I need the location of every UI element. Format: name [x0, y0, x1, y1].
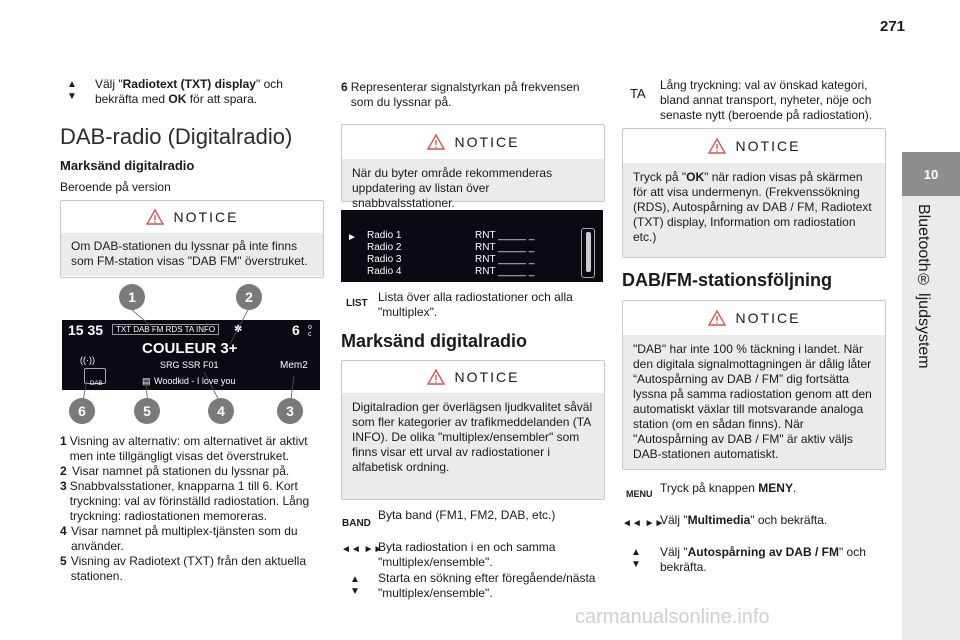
multiplex-name: SRG SSR F01 [160, 360, 219, 370]
station-value: RNT _____ _ [475, 242, 535, 253]
menu-description: Tryck på knappen MENY. [660, 481, 797, 495]
chapter-title-text: Bluetooth® ljudsystem [915, 204, 932, 369]
up-down-arrows-icon: ▲ ▼ [67, 79, 77, 102]
ta-text: Lång tryckning: val av önskad kategori, bland annat transport, nyheter, nöje och senaste nytt (beroende på radiostation). [660, 78, 873, 122]
signal-icon: ((·)) [80, 355, 95, 365]
list-item: 4 Visar namnet på multiplex-tjänsten som du använder. [60, 524, 298, 553]
notice-title: NOTICE [735, 138, 801, 154]
status-flags: TXT DAB FM RDS TA INFO [112, 324, 219, 335]
ta-description [660, 78, 886, 123]
callout-badge: 5 [134, 398, 160, 424]
autotracking-description: Välj "Autospårning av DAB / FM" och bekräfta. [660, 545, 866, 574]
station-list-display [341, 210, 603, 282]
version-note: Beroende på version [60, 180, 171, 194]
memory-slot: Mem2 [280, 360, 308, 371]
callout-lines [62, 296, 320, 408]
notice-title: NOTICE [173, 209, 239, 225]
warning-icon [708, 138, 726, 154]
list-item: 1 Visning av alternativ: om alternativet är aktivt men inte tillgängligt visas det överstruket. [60, 434, 308, 463]
notice-box-3 [341, 360, 605, 500]
ud-description: Starta en sökning efter föregående/nästa "multiplex/ensemble". [378, 571, 596, 600]
notice-text: Tryck på "OK" när radion visas på skärmen för att visa undermenyn. (Frekvenssökning (RDS), Autospårning av DAB / FM, Radiotext (TXT) display, Information om radiostation etc.) [623, 163, 885, 257]
section-heading-stationsfoljning: DAB/FM-stationsföljning [622, 270, 832, 290]
station-row: Radio 2 [367, 242, 402, 253]
ta-button-icon: TA [630, 86, 646, 101]
list-description: Lista över alla radiostationer och alla "multiplex". [378, 290, 573, 319]
warning-icon [427, 134, 445, 150]
warning-icon [708, 310, 726, 326]
callout-badge: 3 [277, 398, 303, 424]
list-item: 3 Snabbvalsstationer, knapparna 1 till 6. Kort tryckning: val av förinställd radiostation. Lång tryckning: radiostationen memoreras. [60, 479, 310, 523]
notice-box-4 [622, 128, 886, 258]
notice-box-5 [622, 300, 886, 470]
bluetooth-icon: ✱ [234, 324, 243, 335]
station-name: COULEUR 3+ [142, 340, 238, 357]
notice-title: NOTICE [454, 369, 520, 385]
callout-badge: 6 [69, 398, 95, 424]
notice-box-2 [341, 124, 605, 210]
callout-badge: 2 [236, 284, 262, 310]
list-button-icon: LIST [346, 298, 368, 309]
warning-icon [146, 209, 164, 225]
warning-icon [427, 369, 445, 385]
band-description: Byta band (FM1, FM2, DAB, etc.) [378, 508, 556, 522]
section-heading-dab: DAB-radio (Digitalradio) [60, 124, 293, 149]
station-list-names [367, 230, 401, 278]
list-item: 5 Visning av Radiotext (TXT) från den aktuella stationen. [60, 554, 307, 583]
watermark: carmanualsonline.info [575, 606, 770, 628]
station-row: Radio 3 [367, 254, 402, 265]
notice-title: NOTICE [454, 134, 520, 150]
lr-description: Byta radiostation i en och samma "multiplex/ensemble". [378, 540, 556, 569]
preset-number: 6 [292, 322, 300, 338]
clock: 15 35 [68, 322, 104, 338]
callout-list [60, 434, 322, 584]
multimedia-description: Välj "Multimedia" och bekräfta. [660, 513, 828, 527]
up-down-arrows-icon: ▲ ▼ [350, 574, 360, 597]
section-heading-marksand: Marksänd digitalradio [341, 331, 528, 351]
radiotext-icon: ▤ [142, 376, 151, 386]
station-value: RNT _____ _ [475, 230, 535, 241]
notice-text: Digitalradion ger överlägsen ljudkvalitet såväl som fler kategorier av trafikmeddelanden (TA INFO). De olika "multiplex/ensembler" som finns visar ett urval av radiostationer i alfabetisk ordning. [342, 393, 604, 499]
station-row: Radio 4 [367, 266, 402, 277]
intro-select-text: Välj "Radiotext (TXT) display" och bekräfta med OK för att spara. [95, 77, 283, 106]
callout-badge: 4 [208, 398, 234, 424]
subheading-marksand: Marksänd digitalradio [60, 158, 195, 173]
radiotext: Woodkid - I love you [154, 376, 236, 386]
callout-badge: 1 [119, 284, 145, 310]
band-button-icon: BAND [342, 518, 371, 529]
station-list-values [475, 230, 534, 278]
chapter-title [902, 196, 960, 396]
notice-text: När du byter område rekommenderas uppdatering av listan över snabbvalsstationer. [342, 159, 604, 201]
page-number: 271 [880, 18, 906, 35]
dab-label: DAB [90, 381, 103, 387]
left-right-arrows-icon: ◄◄ ►► [622, 518, 665, 529]
list-scrollbar[interactable] [581, 228, 595, 278]
list-item: 2 Visar namnet på stationen du lyssnar på. [60, 464, 290, 478]
station-row: Radio 1 [367, 230, 402, 241]
chapter-tab[interactable]: 10 [902, 152, 960, 196]
station-value: RNT _____ _ [475, 266, 535, 277]
item-6: 6 Representerar signalstyrkan på frekvensen som du lyssnar på. [341, 80, 580, 109]
play-arrow-icon: ► [347, 232, 357, 243]
station-value: RNT _____ _ [475, 254, 535, 265]
menu-button-icon: MENU [626, 489, 653, 499]
notice-text: Om DAB-stationen du lyssnar på inte finns som FM-station visas "DAB FM" överstruket. [61, 233, 323, 276]
notice-text: "DAB" har inte 100 % täckning i landet. När den digitala signalmottagningen är dålig låter “Autospårning av DAB / FM” dig fortsätta lyssna på samma radiostation genom att den automatiskt växlar till motsvarande analoga station (om en sådan finns). När "Autospårning av DAB / FM" är aktiv väljs DAB-stationen automatiskt. [623, 335, 885, 469]
up-down-arrows-icon: ▲ ▼ [631, 547, 641, 570]
temperature-icon: o c [308, 324, 312, 338]
left-right-arrows-icon: ◄◄ ►► [341, 544, 384, 555]
notice-title: NOTICE [735, 310, 801, 326]
notice-box-1 [60, 200, 324, 278]
